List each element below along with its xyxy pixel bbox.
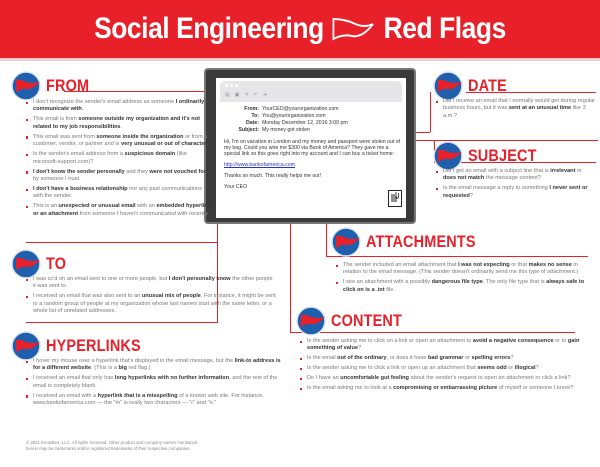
attachment-icon[interactable] [388, 190, 402, 207]
from-item: I don't know the sender personally and they were not vouched for by someone I trust. [26, 169, 212, 184]
attachments-item: The sender included an email attachment that I was not expecting or that makes no sense in relation to the email message. (This sender doesn't ordinarily send me this type of attachment.) [336, 262, 586, 277]
from-value: YourCEO@yourorganization.com [262, 106, 339, 112]
attachments-item: I see an attachment with a possibly dangerous file type. The only file type that is always safe to click on is a .txt file. [336, 279, 586, 294]
from-section-header [10, 70, 97, 102]
attachments-list [336, 262, 586, 297]
reply-icon[interactable]: ↰ [244, 92, 249, 98]
to-title: TO [46, 254, 67, 273]
email-screen [216, 78, 406, 218]
email-thanks: Thanks so much. This really helps me out! [224, 173, 322, 180]
forward-icon[interactable]: ➜ [262, 92, 268, 98]
subject-value: My money got stolen [262, 127, 310, 133]
from-item: I don't recognize the sender's email address as someone I ordinarily communicate with. [26, 99, 212, 114]
hyperlinks-item: I received an email with a hyperlink that is a misspelling of a known web site. For instance, www.bankofarnerica.com — the "m" is really two characters — "r" and "n." [26, 393, 286, 408]
content-list [300, 338, 590, 395]
from-list [26, 99, 212, 221]
from-item: I don't have a business relationship nor any past communications with the sender. [26, 186, 212, 201]
subject-label: Subject: [238, 127, 259, 133]
date-title: DATE [468, 76, 507, 95]
hyperlinks-item: I received an email that only has long hyperlinks with no further information, and the rest of the email is completely blank. [26, 375, 286, 390]
to-value: You@yourorganization.com [262, 113, 326, 119]
content-connector-v [290, 224, 291, 332]
to-rule [26, 242, 218, 243]
attachments-section-header [330, 226, 495, 258]
archive-icon[interactable]: ▣ [234, 92, 240, 98]
from-label: From: [244, 106, 259, 112]
date-connector-v [430, 92, 431, 132]
flag-badge-icon [330, 226, 362, 258]
header-banner [0, 0, 600, 58]
title-left: Social Engineering [94, 12, 324, 45]
date-label: Date: [246, 120, 259, 126]
content-item: Is the sender asking me to click a link or open up an attachment that seems odd or illogical? [300, 365, 590, 372]
email-toolbar [220, 81, 402, 102]
header-underline [0, 58, 600, 61]
to-item: I was cc'd on an email sent to one or more people, but I don't personally know the other people it was sent to. [26, 276, 276, 291]
flag-badge-icon [10, 70, 42, 102]
content-item: Is the email out of the ordinary, or does it have bad grammar or spelling errors? [300, 355, 590, 362]
from-item: This email is from someone outside my organization and it's not related to my job responsibilities. [26, 116, 212, 131]
flag-badge-icon [295, 305, 327, 337]
to-label: To: [251, 113, 259, 119]
content-item: Is the email asking me to look at a compromising or embarrassing picture of myself or someone I know? [300, 385, 590, 392]
from-item: Is the sender's email address from a suspicious domain (like micorsoft-support.com)? [26, 151, 212, 166]
content-item: Do I have an uncomfortable gut feeling about the sender's request to open an attachment or click a link? [300, 375, 590, 382]
hyperlinks-item: I hover my mouse over a hyperlink that's displayed in the email message, but the link-to address is for a different website. (This is a big red flag.) [26, 358, 286, 373]
hyperlinks-list [26, 358, 286, 410]
footer-line-2: herein may be trademarks and/or registered trademarks of their respective companies. [26, 446, 191, 451]
date-item: Did I receive an email that I normally would get during regular business hours, but it was sent at an unusual time like 3 a.m.? [436, 98, 596, 120]
content-item: Is the sender asking me to click on a link or open an attachment to avoid a negative consequence or to gain something of value? [300, 338, 590, 353]
subject-item: Is the email message a reply to something I never sent or requested? [436, 185, 596, 200]
subject-title: SUBJECT [468, 146, 537, 165]
hyperlinks-underline [26, 322, 218, 323]
title-right: Red Flags [383, 12, 506, 45]
date-value: Monday December 12, 2016 3:00 pm [262, 120, 348, 126]
footer-line-1: © 2021 KnowBe4, LLC. All rights reserved. Other product and company names mentioned [26, 440, 198, 445]
trash-icon[interactable]: ▤ [225, 92, 230, 98]
window-dots [225, 84, 238, 87]
email-body: Hi, I'm on vacation in London and my money and passport were stolen out of my bag. Could you wire me $300 via Bank of America? They gave me a special link so this goes right into my account and I can buy a ticket home: [224, 139, 401, 157]
reply-all-icon[interactable]: ↶ [253, 92, 258, 98]
hyperlinks-title: HYPERLINKS [46, 336, 141, 355]
email-message [220, 106, 402, 191]
email-signature: Your CEO [224, 184, 248, 191]
from-title: FROM [46, 76, 90, 95]
page-title [94, 12, 506, 46]
to-item: I received an email that was also sent to an unusual mix of people. For instance, it might be sent to a random group of people at my organization whose last names start with the same letter, or a whole list of unrelated addresses. [26, 293, 276, 315]
to-list [26, 276, 276, 318]
subject-list [436, 168, 596, 203]
subject-item: Did I get an email with a subject line that is irrelevant or does not match the message content? [436, 168, 596, 183]
email-monitor [204, 68, 416, 224]
attachments-title: ATTACHMENTS [366, 232, 476, 251]
content-section-header [295, 305, 415, 337]
from-item: This is an unexpected or unusual email with an embedded hyperlink or an attachment from someone I haven't communicated with recently. [26, 203, 212, 218]
copyright-footer [26, 440, 197, 452]
from-item: This email was sent from someone inside the organization or from a customer, vendor, or partner and is very unusual or out of character. [26, 134, 212, 149]
email-link[interactable]: http://www.bankofarnerica.com [224, 162, 295, 169]
red-flag-icon [331, 16, 377, 42]
content-title: CONTENT [331, 311, 403, 330]
date-list [436, 98, 596, 123]
